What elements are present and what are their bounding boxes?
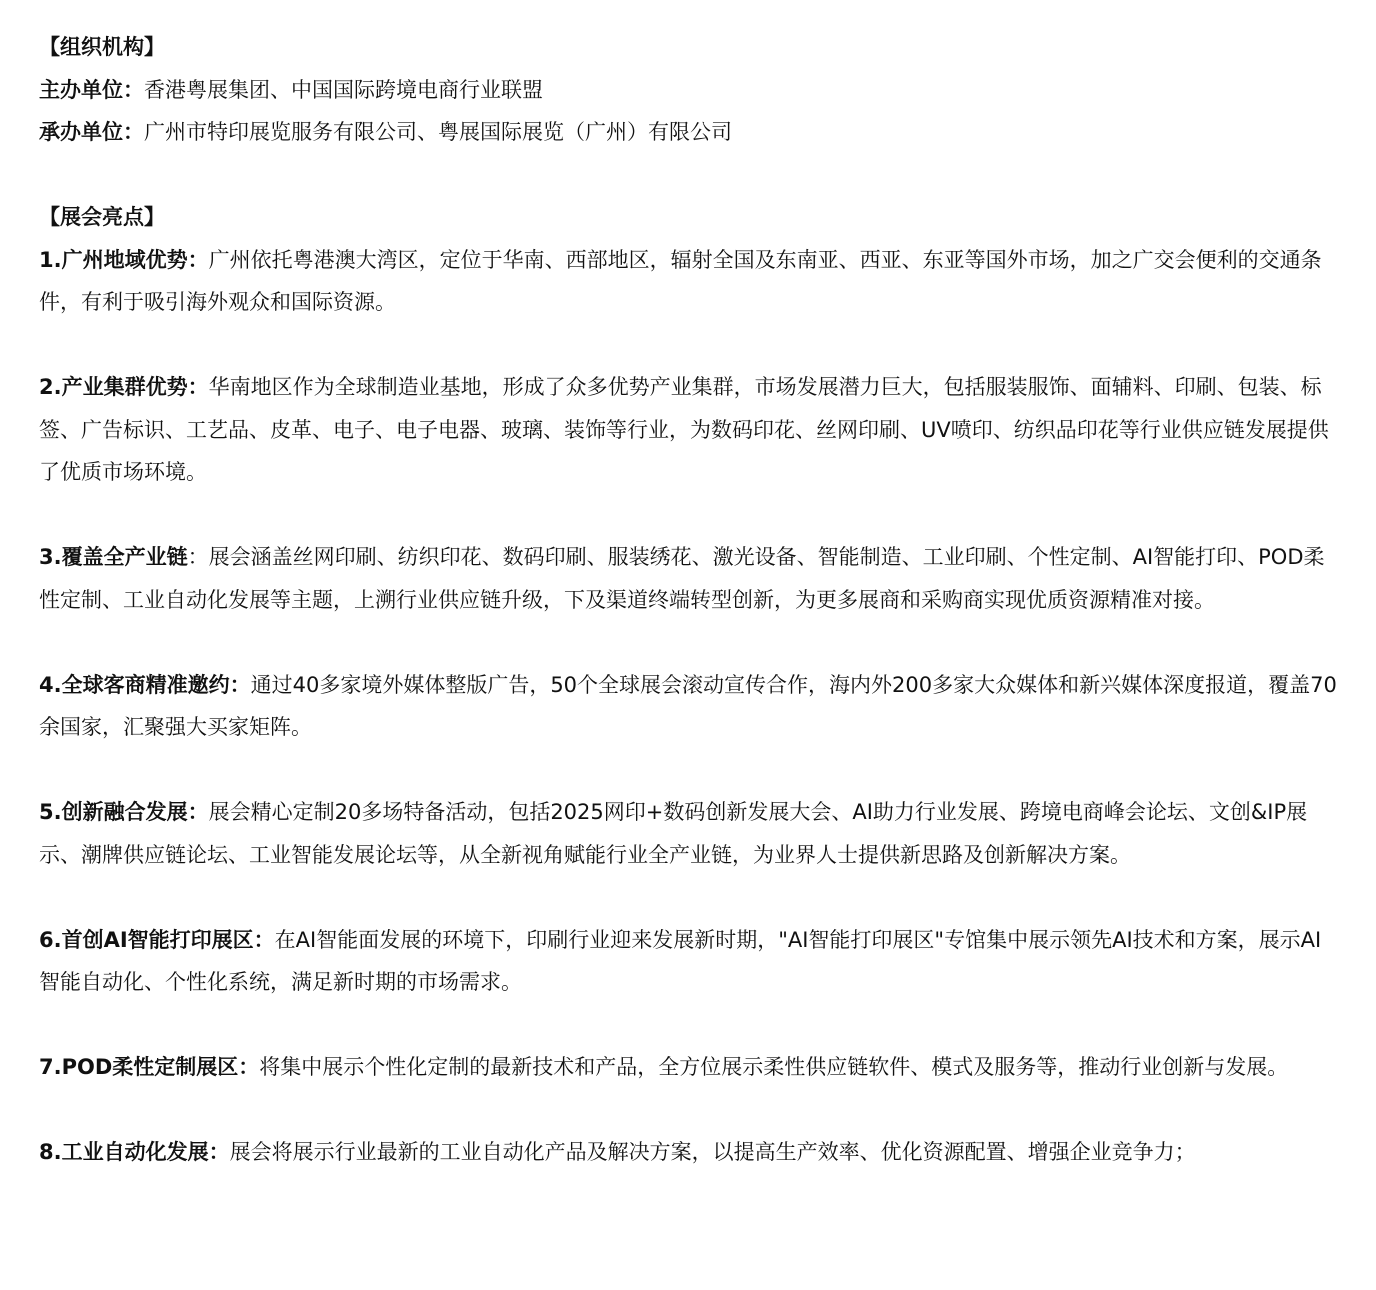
highlight-item-2 [39,366,1339,494]
highlight-item-3 [39,536,1339,621]
highlight-text: 展会精心定制20多场特备活动，包括2025网印+数码创新发展大会、AI助力行业发展、跨境电商峰会论坛、文创&IP展示、潮牌供应链论坛、工业智能发展论坛等，从全新视角赋能行业全产业链，为业界人士提供新思路及创新解决方案。 [39,800,1308,867]
highlight-item-1 [39,239,1339,324]
highlight-title: 6.首创AI智能打印展区： [39,927,275,952]
highlight-item-5 [39,791,1339,876]
spacer [39,494,1339,537]
host-label: 主办单位： [39,77,144,102]
organizer-line [39,111,1339,154]
organizer-label: 承办单位： [39,120,144,144]
highlight-title: 7.POD柔性定制展区： [39,1055,260,1079]
document-body [39,26,1339,1174]
organizer-value: 广州市特印展览服务有限公司、粤展国际展览（广州）有限公司 [144,120,732,144]
spacer [39,621,1339,664]
organization-section-title: 【组织机构】 [39,35,165,59]
highlight-title: 2.产业集群优势： [39,375,209,399]
highlight-text: 华南地区作为全球制造业基地，形成了众多优势产业集群，市场发展潜力巨大，包括服装服饰、面辅料、印刷、包装、标签、广告标识、工艺品、皮革、电子、电子电器、玻璃、装饰等行业，为数码印花、丝网印刷、UV喷印、纺织品印花等行业供应链发展提供了优质市场环境。 [39,375,1329,484]
highlight-title: 8.工业自动化发展： [39,1140,230,1164]
highlight-item-7 [39,1046,1339,1089]
highlight-title: 5.创新融合发展： [39,800,209,824]
spacer [39,1089,1339,1132]
spacer [39,324,1339,367]
spacer [39,749,1339,792]
host-line [39,69,1339,112]
highlight-text: 展会将展示行业最新的工业自动化产品及解决方案，以提高生产效率、优化资源配置、增强企业竞争力； [229,1140,1196,1164]
highlight-item-6 [39,919,1339,1004]
highlight-text: 广州依托粤港澳大湾区，定位于华南、西部地区，辐射全国及东南亚、西亚、东亚等国外市场，加之广交会便利的交通条件，有利于吸引海外观众和国际资源。 [39,247,1322,314]
highlight-item-4 [39,664,1339,749]
highlight-title: 1.广州地域优势： [39,247,209,272]
highlight-text: 通过40多家境外媒体整版广告，50个全球展会滚动宣传合作，海内外200多家大众媒体和新兴媒体深度报道，覆盖70余国家，汇聚强大买家矩阵。 [39,672,1337,739]
spacer [39,876,1339,919]
highlight-text: 将集中展示个性化定制的最新技术和产品，全方位展示柔性供应链软件、模式及服务等，推动行业创新与发展。 [259,1055,1289,1079]
highlight-title: 3.覆盖全产业链 [39,545,188,569]
highlight-title: 4.全球客商精准邀约： [39,672,251,697]
spacer [39,154,1339,197]
highlight-text: 在AI智能面发展的环境下，印刷行业迎来发展新时期，"AI智能打印展区"专馆集中展示领先AI技术和方案，展示AI智能自动化、个性化系统，满足新时期的市场需求。 [39,927,1322,994]
highlight-text: ：展会涵盖丝网印刷、纺织印花、数码印刷、服装绣花、激光设备、智能制造、工业印刷、个性定制、AI智能打印、POD柔性定制、工业自动化发展等主题，上溯行业供应链升级，下及渠道终端转型创新，为更多展商和采购商实现优质资源精准对接。 [39,545,1325,612]
spacer [39,1004,1339,1047]
host-value: 香港粤展集团、中国国际跨境电商行业联盟 [144,77,543,102]
highlight-item-8 [39,1131,1339,1174]
highlights-section-title: 【展会亮点】 [39,205,165,229]
